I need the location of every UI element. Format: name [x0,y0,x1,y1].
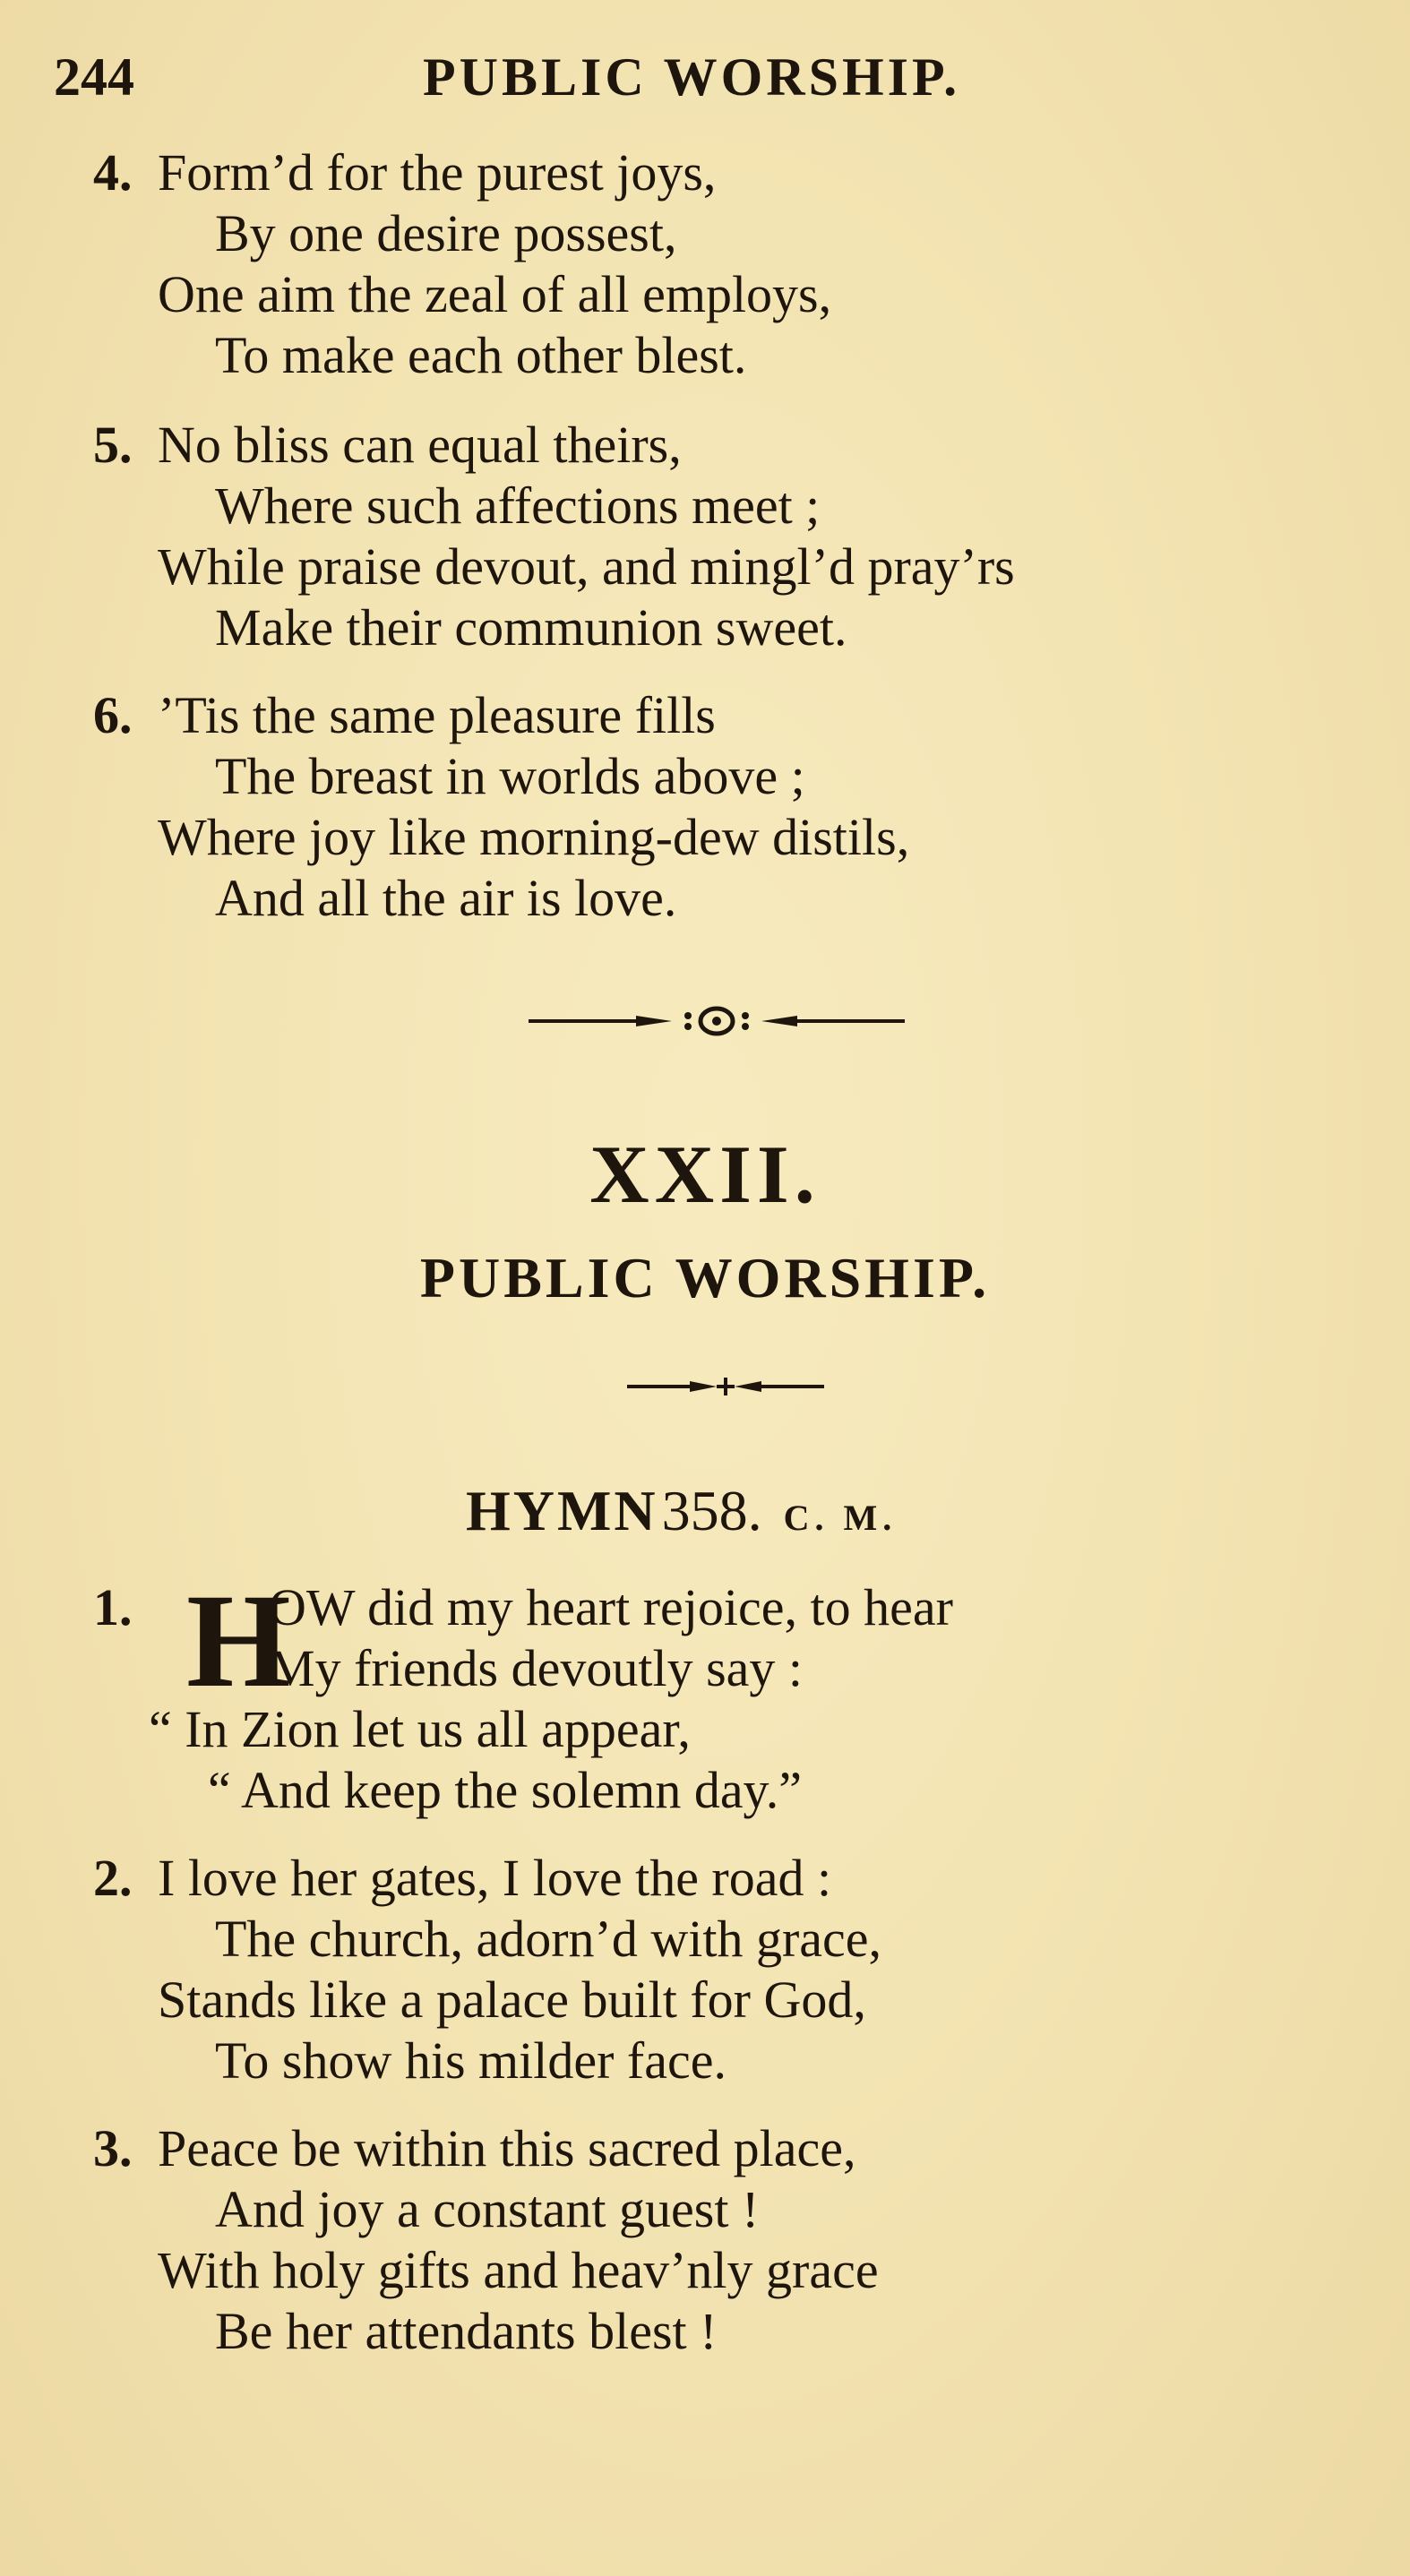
stanza-line: With holy gifts and heav’nly grace [158,2241,879,2299]
stanza-line: Where joy like morning-dew distils, [158,808,910,866]
stanza-number: 6. [93,686,133,744]
hymn-label: HYMN [466,1479,658,1542]
stanza-line: I love her gates, I love the road : [158,1849,832,1907]
stanza-line: Form’d for the purest joys, [158,143,717,202]
stanza-line: The breast in worlds above ; [215,747,805,805]
stanza-line: Be her attendants blest ! [215,2302,718,2360]
ornament-divider-small [627,1370,824,1403]
stanza-line: And all the air is love. [215,869,677,927]
section-number: XXII. [589,1129,821,1220]
stanza-line: OW did my heart rejoice, to hear [269,1578,953,1636]
drop-cap: H [186,1567,291,1715]
stanza-line: Peace be within this sacred place, [158,2119,856,2177]
stanza-line: Stands like a palace built for God, [158,1971,866,2029]
stanza-line: One aim the zeal of all employs, [158,265,832,323]
stanza-number: 2. [93,1849,133,1907]
section-title: PUBLIC WORSHIP. [419,1246,991,1309]
page-number: 244 [54,47,134,107]
hymn-meter: C. M. [783,1498,898,1538]
stanza-line: By one desire possest, [215,204,677,262]
running-title: PUBLIC WORSHIP. [423,47,961,107]
stanza-line: To make each other blest. [215,326,747,384]
hymn-heading [466,1478,897,1544]
stanza-line: While praise devout, and mingl’d pray’rs [158,537,1015,596]
stanza-number: 4. [93,143,133,202]
stanza-number: 5. [93,416,133,474]
stanza-number: 1. [93,1578,133,1636]
stanza-line: “ And keep the solemn day.” [208,1761,803,1819]
stanza-line: Make their communion sweet. [215,598,847,657]
stanza-line: Where such affections meet ; [215,477,821,535]
stanza-line: “ In Zion let us all appear, [149,1700,691,1758]
ornament-divider [529,1003,905,1039]
stanza-number: 3. [93,2119,133,2177]
stanza-line: To show his milder face. [215,2031,726,2090]
stanza-line: No bliss can equal theirs, [158,416,682,474]
hymn-number: 358. [661,1479,762,1542]
stanza-line: My friends devoutly say : [269,1639,804,1697]
stanza-line: The church, adorn’d with grace, [215,1910,882,1968]
running-head [54,47,1057,118]
stanza-line: And joy a constant guest ! [215,2180,760,2238]
stanza-line: ’Tis the same pleasure fills [158,686,716,744]
